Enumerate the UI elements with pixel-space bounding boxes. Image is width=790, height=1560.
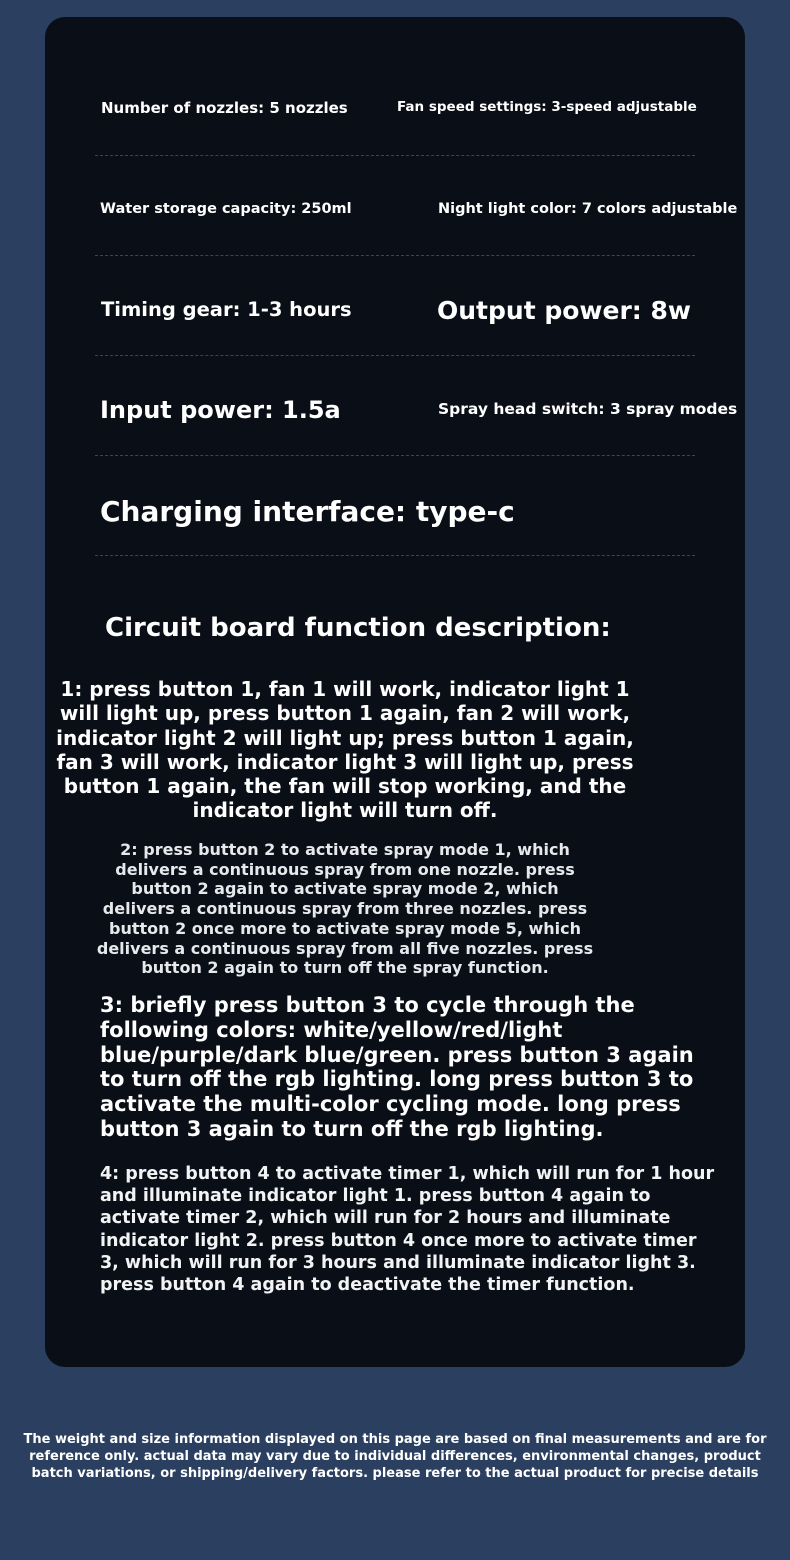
divider <box>95 555 695 556</box>
divider <box>95 455 695 456</box>
divider <box>95 355 695 356</box>
spec-charging-interface: Charging interface: type-c <box>100 495 515 528</box>
spec-timing-gear: Timing gear: 1-3 hours <box>101 298 352 321</box>
spec-fan-speed: Fan speed settings: 3-speed adjustable <box>397 99 697 115</box>
circuit-button-2-description: 2: press button 2 to activate spray mode 1, which delivers a continuous spray from one nozzle. press button 2 again to activate spray mode 2, which delivers a continuous spray from three nozzles. press button 2 once more to activate spray mode 5, which delivers a continuous spray from all five nozzles. press button 2 again to turn off the spray function. <box>96 840 594 978</box>
spec-input-power: Input power: 1.5a <box>100 396 341 424</box>
divider <box>95 255 695 256</box>
footer-disclaimer: The weight and size information displayed on this page are based on final measurements and are for reference only. actual data may vary due to individual differences, environmental changes, product batch variations, or shipping/delivery factors. please refer to the actual product for precise details <box>23 1432 767 1481</box>
circuit-button-4-description: 4: press button 4 to activate timer 1, which will run for 1 hour and illuminate indicator light 1. press button 4 again to activate timer 2, which will run for 2 hours and illuminate indicator light 2. press button 4 once more to activate timer 3, which will run for 3 hours and illuminate indicator light 3. press button 4 again to deactivate the timer function. <box>100 1164 715 1296</box>
spec-output-power: Output power: 8w <box>437 296 691 325</box>
circuit-button-1-description: 1: press button 1, fan 1 will work, indicator light 1 will light up, press button 1 again, fan 2 will work, indicator light 2 will light up; press button 1 again, fan 3 will work, indicator light 3 will light up, press button 1 again, the fan will stop working, and the indicator light will turn off. <box>56 677 634 823</box>
spec-nozzles: Number of nozzles: 5 nozzles <box>101 99 348 117</box>
spec-spray-head: Spray head switch: 3 spray modes <box>438 400 738 418</box>
circuit-title: Circuit board function description: <box>105 613 611 643</box>
spec-night-light: Night light color: 7 colors adjustable <box>438 201 738 217</box>
spec-panel <box>45 17 745 1367</box>
divider <box>95 155 695 156</box>
circuit-button-3-description: 3: briefly press button 3 to cycle through the following colors: white/yellow/red/light blue/purple/dark blue/green. press button 3 again to turn off the rgb lighting. long press button 3 to activate the multi-color cycling mode. long press button 3 again to turn off the rgb lighting. <box>100 993 694 1141</box>
spec-water-capacity: Water storage capacity: 250ml <box>100 201 352 217</box>
